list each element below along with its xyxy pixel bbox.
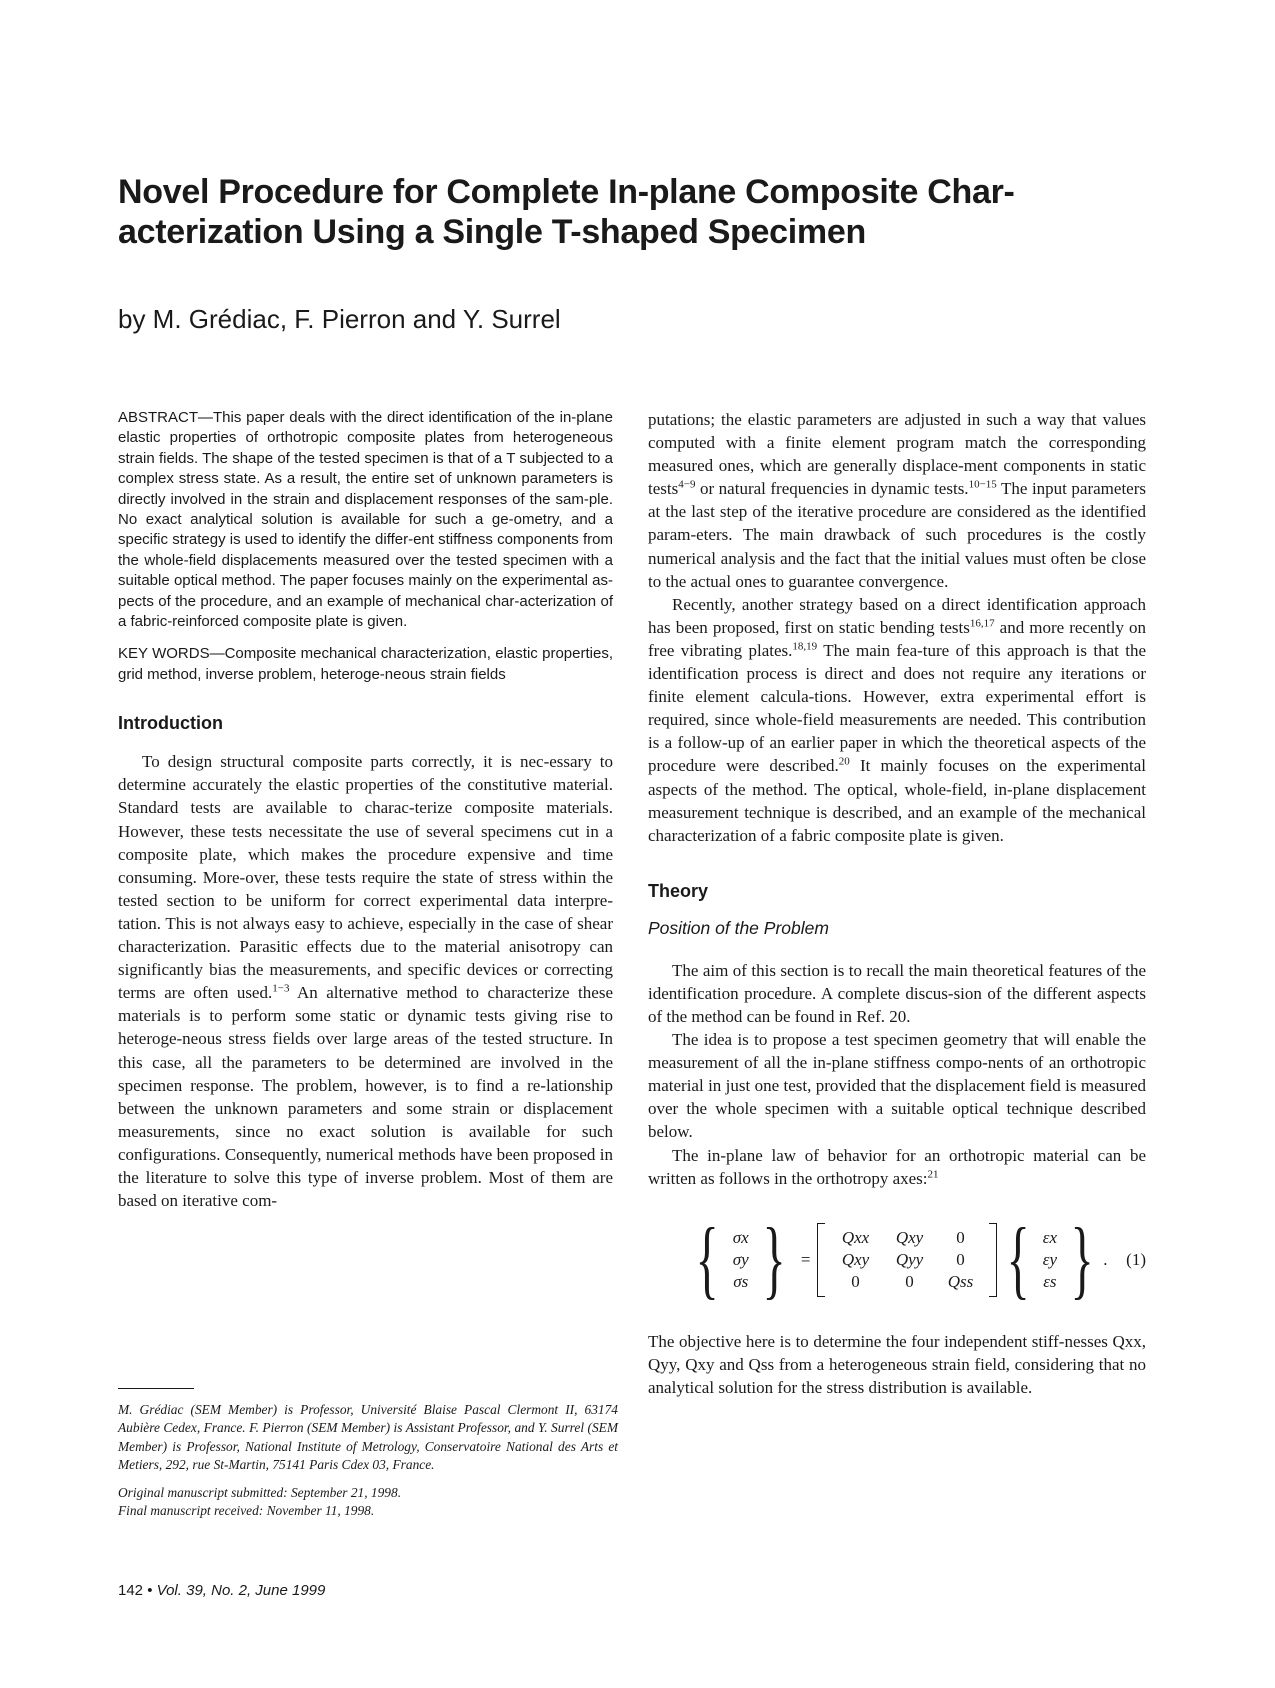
paper-authors: by M. Grédiac, F. Pierron and Y. Surrel	[118, 304, 561, 334]
left-brace: {	[695, 1210, 720, 1308]
citation-2: 4−9	[678, 478, 696, 491]
citation-3: 10−15	[968, 478, 997, 491]
left-brace-close: }	[762, 1210, 786, 1308]
matrix-bracket-left	[817, 1223, 825, 1297]
matrix-cell: Qss	[947, 1271, 974, 1291]
theory-p3-text: The in-plane law of behavior for an orthotropic material can be written as follows in the orthotropy axes:	[648, 1145, 1146, 1188]
intro-p1-text-e: The input parameters at the last step of the iterative procedure are considered as the identified param-eters. The main drawback of such procedures is the costly numerical analysis and the fact that the initial values must often be close to the actual ones to guarantee convergence.	[648, 479, 1146, 591]
equation-number: (1)	[1126, 1249, 1146, 1269]
intro-p2-text-a: Recently, another strategy based on a direct identification approach has been proposed, first on static bending tests	[648, 594, 1146, 637]
section-heading-theory: Theory	[648, 880, 709, 901]
equation-period: .	[1103, 1249, 1108, 1269]
author-affiliation: M. Grédiac (SEM Member) is Professor, Université Blaise Pascal Clermont II, 63174 Aubière Cedex, France. F. Pierron (SEM Member) is Assistant Professor, and Y. Surrel (SEM Member) is Professor, National Institute of Metrology, Conservatoire National des Arts et Metiers, 292, rue St-Martin, 75141 Paris Cdex 03, France.	[118, 1402, 618, 1472]
intro-p2-text-d: It mainly focuses on the experimental aspects of the method. The optical, whole-field, in-plane displacement measurement technique is described, and an example of the mechanical characterization of a fabric composite plate is given.	[648, 756, 1147, 845]
theory-paragraph-2: The idea is to propose a test specimen geometry that will enable the measurement of all the in-plane stiffness compo-nents of an orthotropic material in just one test, provided that the displacement field is measured over the whole specimen with a suitable optical technique described below.	[648, 1030, 1146, 1142]
footnote-rule	[118, 1388, 194, 1389]
matrix-cell: Qxy	[895, 1227, 924, 1247]
right-brace: {	[1006, 1210, 1030, 1308]
stiffness-matrix	[829, 1227, 985, 1293]
manuscript-received: Final manuscript received: November 11, 1998.	[118, 1503, 375, 1519]
right-column	[648, 408, 1146, 1399]
section-heading-introduction: Introduction	[118, 713, 223, 734]
intro-p1-text-a: To design structural composite parts correctly, it is nec-essary to determine accurately the elastic properties of the constitutive material. Standard tests are available to charac-terize composite materials. However, these tests necessitate the use of several specimens cut in a composite plate, which makes the procedure expensive and time consuming. More-over, these tests require the state of stress within the tested section to be uniform for correct experimental data interpre-tation. This is not always easy to achieve, especially in the case of shear characterization. Parasitic effects due to the material anisotropy can significantly bias the measurements, and specific devices or correcting terms are often used.	[118, 752, 613, 1003]
matrix-bracket-right	[989, 1223, 997, 1297]
stress-s: σs	[733, 1271, 749, 1291]
theory-paragraph-4: The objective here is to determine the four independent stiff-nesses Qxx, Qyy, Qxy and Qss from a heterogeneous strain field, considering that no analytical solution for the stress distribution is available.	[648, 1331, 1146, 1397]
intro-paragraph-1-continued	[648, 408, 1146, 593]
matrix-cell: 0	[956, 1227, 965, 1247]
stress-x: σx	[732, 1227, 749, 1247]
citation-4: 16,17	[969, 617, 995, 630]
theory-paragraph-1: The aim of this section is to recall the main theoretical features of the identification procedure. A complete discus-sion of the different aspects of the method can be found in Ref. 20.	[648, 960, 1146, 1026]
subsection-heading-position: Position of the Problem	[648, 917, 829, 938]
abstract	[118, 408, 613, 632]
citation-5: 18,19	[792, 640, 818, 653]
journal-issue: Vol. 39, No. 2, June 1999	[156, 1582, 326, 1599]
intro-p1-text-b: An alternative method to characterize these materials is to perform some static or dynamic tests giving rise to heteroge-neous stress fields over large areas of the tested structure. In this case, all the parameters to be determined are involved in the specimen response. The problem, however, is to find a re-lationship between the unknown parameters and some strain or displacement measurements, since no exact solution is available for such configurations. Consequently, numerical methods have been proposed in the literature to solve this type of inverse problem. Most of them are based on iterative com-	[118, 983, 613, 1211]
equals-sign: =	[800, 1249, 811, 1269]
keywords	[118, 644, 613, 685]
matrix-cell: Qxx	[841, 1227, 870, 1247]
matrix-cell: 0	[956, 1249, 965, 1269]
citation-1: 1−3	[272, 982, 290, 995]
intro-p1-text-c: putations; the elastic parameters are adjusted in such a way that values computed with a finite element program match the corresponding measured ones, which are generally displace-ment components in static tests	[648, 410, 1146, 499]
keywords-label: KEY WORDS—	[118, 645, 225, 663]
strain-vector	[1043, 1227, 1057, 1293]
footnote	[118, 1388, 618, 1521]
strain-x: εx	[1042, 1227, 1058, 1247]
keywords-text: Composite mechanical characterization, elastic properties, grid method, inverse problem, heteroge-neous strain fields	[118, 645, 613, 683]
matrix-cell: 0	[905, 1271, 914, 1291]
left-column	[118, 408, 613, 1212]
abstract-label: ABSTRACT—	[118, 409, 214, 426]
intro-p2-text-c: The main fea-ture of this approach is that the identification process is direct and does not require any iterations or finite element calcula-tions. However, extra experimental effort is required, since whole-field measurements are needed. This contribution is a follow-up of an earlier paper in which the theoretical aspects of the procedure were described.	[648, 640, 1146, 776]
manuscript-submitted: Original manuscript submitted: September 21, 1998.	[118, 1485, 402, 1501]
abstract-text: This paper deals with the direct identification of the in-plane elastic properties of orthotropic composite plates from heterogeneous strain fields. The shape of the tested specimen is that of a T subjected to a complex stress state. As a result, the entire set of unknown parameters is directly involved in the strain and displacement responses of the sam-ple. No exact analytical solution is available for such a ge-ometry, and a specific strategy is used to identify the differ-ent stiffness components from the whole-field displacements measured over the tested specimen with a suitable optical method. The paper focuses mainly on the experimental as-pects of the procedure, and an example of mechanical char-acterization of a fabric-reinforced composite plate is given.	[118, 409, 613, 631]
matrix-cell: 0	[851, 1271, 860, 1291]
equation-1	[648, 1210, 1146, 1308]
intro-paragraph-2	[648, 593, 1146, 847]
page-number: 142	[118, 1582, 144, 1599]
intro-p1-text-d: or natural frequencies in dynamic tests.	[695, 479, 969, 499]
matrix-cell: Qyy	[895, 1249, 924, 1269]
intro-p2-text-b: and more recently on free vibrating plates.	[648, 617, 1147, 660]
paper-title: Novel Procedure for Complete In-plane Composite Char-acterization Using a Single T-shaped Specimen	[118, 173, 1015, 251]
citation-6: 20	[838, 755, 850, 768]
page-footer	[118, 1582, 325, 1599]
matrix-cell: Qxy	[841, 1249, 870, 1269]
strain-y: εy	[1042, 1249, 1058, 1269]
right-brace-close: }	[1070, 1210, 1094, 1308]
stress-y: σy	[732, 1249, 749, 1269]
strain-s: εs	[1043, 1271, 1057, 1291]
citation-7: 21	[927, 1167, 939, 1180]
footer-bullet: •	[147, 1582, 153, 1599]
intro-paragraph-1	[118, 750, 613, 1212]
theory-paragraph-3	[648, 1144, 1146, 1190]
stress-vector	[733, 1227, 749, 1293]
